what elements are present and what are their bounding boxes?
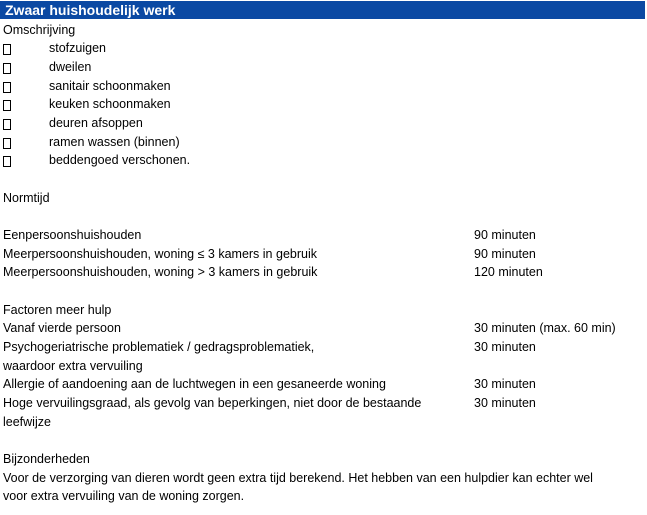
bullet-icon: [3, 63, 11, 74]
list-item: dweilen: [49, 60, 92, 74]
list-item: stofzuigen: [49, 41, 106, 55]
factor-label: Psychogeriatrische problematiek / gedragsproblematiek,: [3, 340, 315, 354]
bullet-icon: [3, 82, 11, 93]
heading-normtijd: Normtijd: [3, 191, 50, 205]
factor-value: 30 minuten (max. 60 min): [474, 321, 616, 335]
factor-value: 30 minuten: [474, 377, 536, 391]
norm-label: Meerpersoonshuishouden, woning > 3 kamers in gebruik: [3, 265, 318, 279]
norm-value: 90 minuten: [474, 228, 536, 242]
bullet-icon: [3, 138, 11, 149]
factor-value: 30 minuten: [474, 396, 536, 410]
section-header: [0, 1, 645, 19]
list-item: ramen wassen (binnen): [49, 135, 180, 149]
bullet-icon: [3, 119, 11, 130]
bullet-icon: [3, 44, 11, 55]
heading-omschrijving: Omschrijving: [3, 23, 76, 37]
heading-bijzonderheden: Bijzonderheden: [3, 452, 90, 466]
factor-label: Hoge vervuilingsgraad, als gevolg van beperkingen, niet door de bestaande: [3, 396, 422, 410]
bullet-icon: [3, 100, 11, 111]
list-item: keuken schoonmaken: [49, 97, 171, 111]
section-title: Zwaar huishoudelijk werk: [5, 2, 176, 18]
norm-value: 120 minuten: [474, 265, 543, 279]
norm-value: 90 minuten: [474, 247, 536, 261]
list-item: deuren afsoppen: [49, 116, 143, 130]
factor-label-cont: leefwijze: [3, 415, 51, 429]
factor-label-cont: waardoor extra vervuiling: [3, 359, 143, 373]
factor-value: 30 minuten: [474, 340, 536, 354]
norm-label: Eenpersoonshuishouden: [3, 228, 142, 242]
factor-label: Vanaf vierde persoon: [3, 321, 121, 335]
factor-label: Allergie of aandoening aan de luchtwegen in een gesaneerde woning: [3, 377, 386, 391]
list-item: beddengoed verschonen.: [49, 153, 191, 167]
bijzonderheden-text: Voor de verzorging van dieren wordt geen extra tijd berekend. Het hebben van een hulpdier kan echter wel: [3, 471, 593, 485]
heading-factoren: Factoren meer hulp: [3, 303, 112, 317]
bijzonderheden-text: voor extra vervuiling van de woning zorgen.: [3, 489, 245, 503]
list-item: sanitair schoonmaken: [49, 79, 171, 93]
bullet-icon: [3, 156, 11, 167]
norm-label: Meerpersoonshuishouden, woning ≤ 3 kamers in gebruik: [3, 247, 317, 261]
